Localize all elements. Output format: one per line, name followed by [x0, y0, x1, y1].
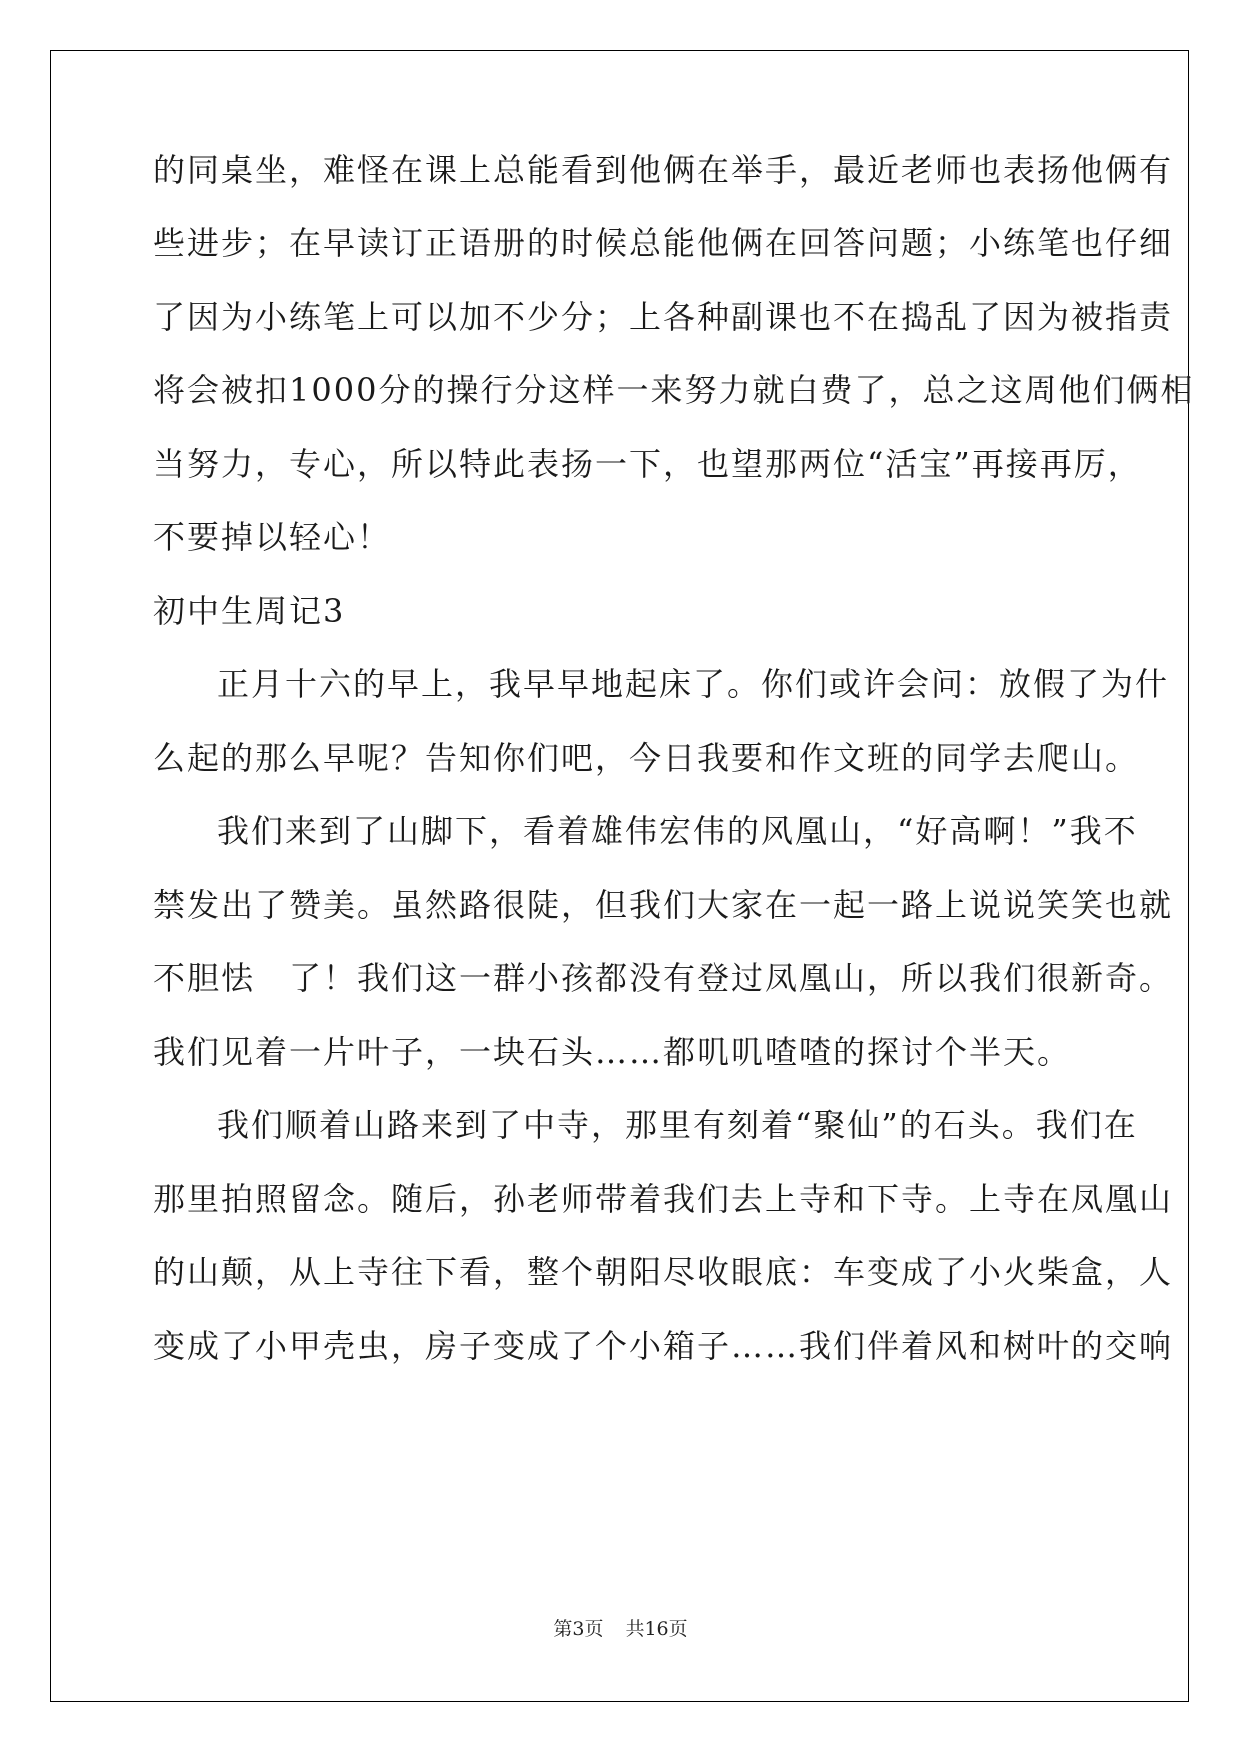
text-line: 不要掉以轻心！ [153, 518, 392, 556]
text-line: 将会被扣1000分的操行分这样一来努力就白费了，总之这周他们俩相 [153, 371, 1195, 409]
text-line: 些进步；在早读订正语册的时候总能他俩在回答问题；小练笔也仔细 [153, 224, 1174, 262]
paragraph-line: 正月十六的早上，我早早地起床了。你们或许会问：放假了为什 [217, 665, 1170, 703]
page-total: 共16页 [625, 1618, 688, 1640]
paragraph-line: 的山颠，从上寺往下看，整个朝阳尽收眼底：车变成了小火柴盒，人 [153, 1253, 1174, 1291]
paragraph-line: 我们来到了山脚下，看着雄伟宏伟的风凰山，“好高啊！”我不 [217, 812, 1138, 850]
paragraph-line: 禁发出了赞美。虽然路很陡，但我们大家在一起一路上说说笑笑也就 [153, 886, 1174, 924]
paragraph-line: 不胆怯 了！我们这一群小孩都没有登过凤凰山，所以我们很新奇。 [153, 959, 1174, 997]
paragraph-line: 我们顺着山路来到了中寺，那里有刻着“聚仙”的石头。我们在 [217, 1106, 1138, 1144]
paragraph-line: 那里拍照留念。随后，孙老师带着我们去上寺和下寺。上寺在凤凰山 [153, 1180, 1174, 1218]
paragraph-line: 么起的那么早呢？告知你们吧，今日我要和作文班的同学去爬山。 [153, 739, 1140, 777]
text-line: 了因为小练笔上可以加不少分；上各种副课也不在捣乱了因为被指责 [153, 298, 1174, 336]
paragraph-line: 我们见着一片叶子，一块石头……都叽叽喳喳的探讨个半天。 [153, 1033, 1072, 1071]
page-number: 第3页 [553, 1618, 604, 1640]
text-line: 的同桌坐，难怪在课上总能看到他俩在举手，最近老师也表扬他俩有 [153, 151, 1174, 189]
paragraph-line: 变成了小甲壳虫，房子变成了个小箱子……我们伴着风和树叶的交响 [153, 1327, 1174, 1365]
section-title: 初中生周记3 [153, 592, 346, 630]
text-line: 当努力，专心，所以特此表扬一下，也望那两位“活宝”再接再厉， [153, 445, 1142, 483]
page-footer [0, 1617, 1241, 1641]
